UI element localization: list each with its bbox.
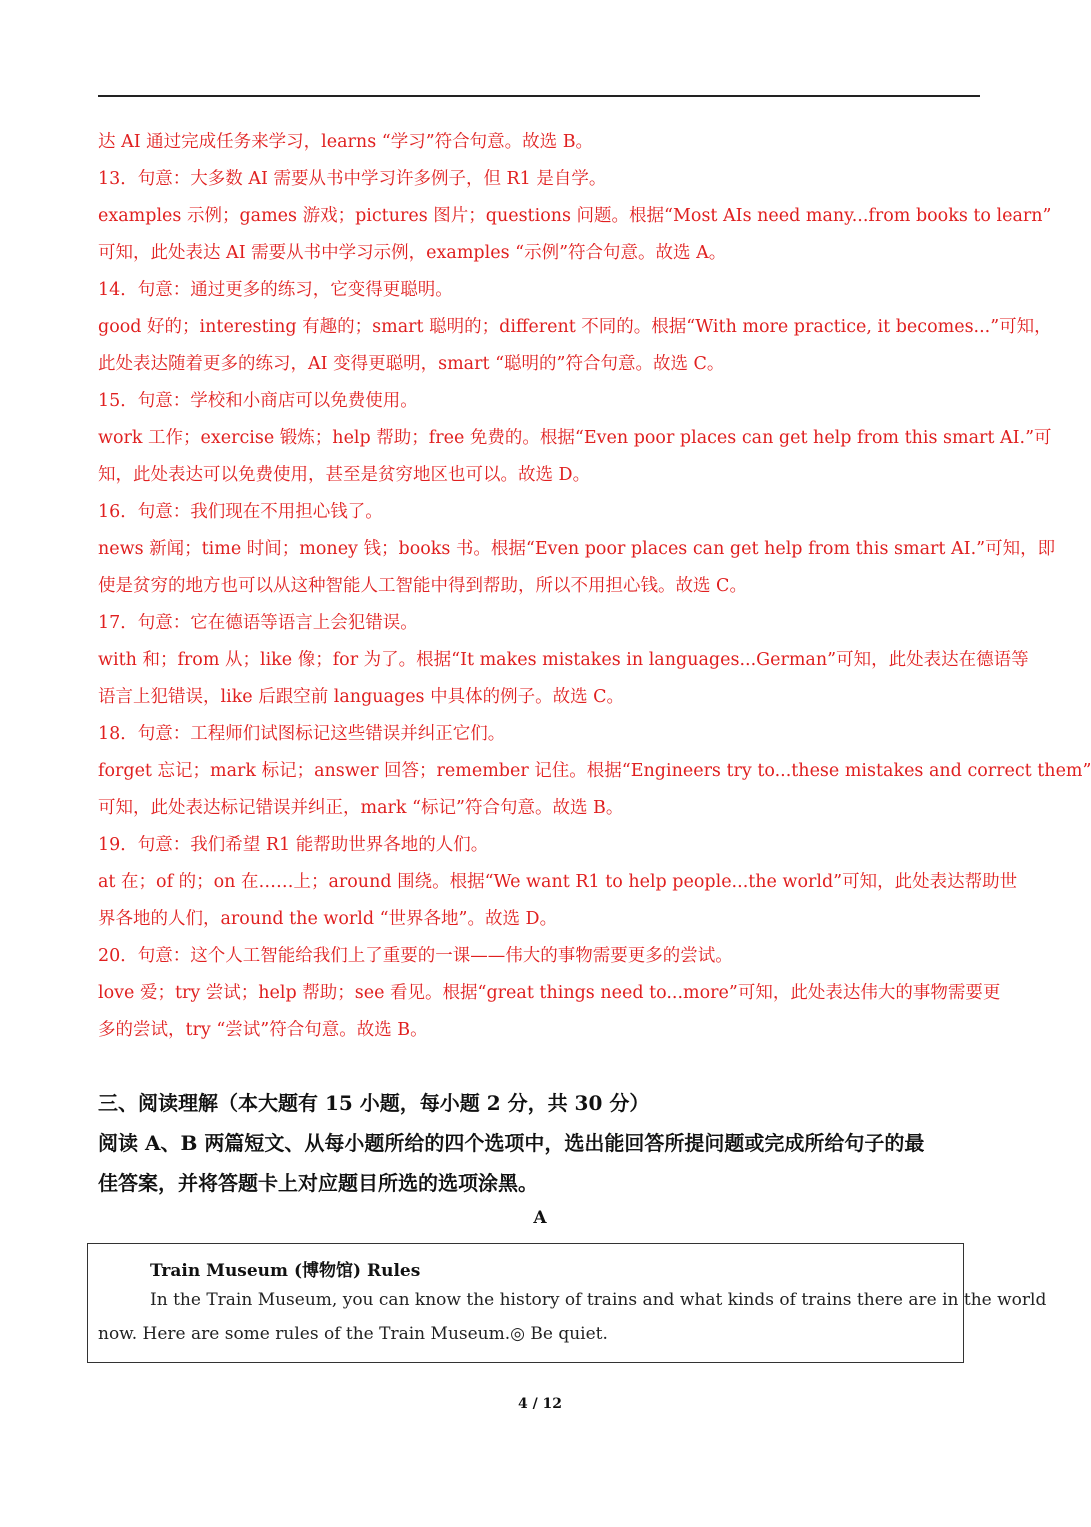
section-instruction-line-2: 佳答案，并将答题卡上对应题目所选的选项涂黑。 xyxy=(98,1171,538,1195)
explanation-line: 14．句意：通过更多的练习，它变得更聪明。 xyxy=(98,280,453,300)
explanation-line: 16．句意：我们现在不用担心钱了。 xyxy=(98,502,383,522)
explanation-line: 界各地的人们，around the world “世界各地”。故选 D。 xyxy=(98,909,558,929)
passage-box xyxy=(87,1243,1047,1363)
passage-label: A xyxy=(533,1208,547,1228)
explanation-line: 可知，此处表达 AI 需要从书中学习示例，examples “示例”符合句意。故选 A。 xyxy=(98,243,727,263)
explanation-line: 17．句意：它在德语等语言上会犯错误。 xyxy=(98,613,418,633)
page-number: 4 / 12 xyxy=(517,1396,563,1412)
explanation-line: forget 忘记；mark 标记；answer 回答；remember 记住。根据“Engineers try to...these mistakes and correct them” xyxy=(98,761,1091,781)
explanation-line: with 和；from 从；like 像；for 为了。根据“It makes mistakes in languages...German”可知，此处表达在德语等 xyxy=(98,650,1029,670)
explanation-line: 达 AI 通过完成任务来学习，learns “学习”符合句意。故选 B。 xyxy=(98,132,594,152)
explanation-line: 18．句意：工程师们试图标记这些错误并纠正它们。 xyxy=(98,724,506,744)
explanation-line: 此处表达随着更多的练习，AI 变得更聪明，smart “聪明的”符合句意。故选 C。 xyxy=(98,354,725,374)
explanation-line: 19．句意：我们希望 R1 能帮助世界各地的人们。 xyxy=(98,835,489,855)
section-heading: 三、阅读理解（本大题有 15 小题，每小题 2 分，共 30 分） xyxy=(98,1091,650,1115)
explanation-line: good 好的；interesting 有趣的；smart 聪明的；different 不同的。根据“With more practice, it becomes...”可知， xyxy=(98,317,1052,337)
passage-line-1: In the Train Museum, you can know the history of trains and what kinds of trains there are in the world xyxy=(150,1290,1047,1310)
explanation-line: 15．句意：学校和小商店可以免费使用。 xyxy=(98,391,418,411)
explanation-line: 使是贫穷的地方也可以从这种智能人工智能中得到帮助，所以不用担心钱。故选 C。 xyxy=(98,576,747,596)
explanation-line: 语言上犯错误，like 后跟空前 languages 中具体的例子。故选 C。 xyxy=(98,687,625,707)
explanation-line: 可知，此处表达标记错误并纠正，mark “标记”符合句意。故选 B。 xyxy=(98,798,624,818)
passage-title: Train Museum (博物馆) Rules xyxy=(150,1261,421,1281)
explanation-line: 知，此处表达可以免费使用，甚至是贫穷地区也可以。故选 D。 xyxy=(98,465,591,485)
explanation-line: at 在；of 的；on 在……上；around 围绕。根据“We want R1 to help people...the world”可知，此处表达帮助世 xyxy=(98,872,1018,892)
section-instruction-line-1: 阅读 A、B 两篇短文、从每小题所给的四个选项中，选出能回答所提问题或完成所给句子的最 xyxy=(98,1131,925,1155)
explanation-line: news 新闻；time 时间；money 钱；books 书。根据“Even poor places can get help from this smart AI.”可知，即 xyxy=(98,539,1056,559)
passage-line-2: now. Here are some rules of the Train Museum.◎ Be quiet. xyxy=(98,1324,608,1344)
reading-section xyxy=(98,1083,988,1203)
header-rule xyxy=(98,95,980,97)
explanation-line: love 爱；try 尝试；help 帮助；see 看见。根据“great things need to...more”可知，此处表达伟大的事物需要更 xyxy=(98,983,1001,1003)
explanation-line: 多的尝试，try “尝试”符合句意。故选 B。 xyxy=(98,1020,428,1040)
explanation-line: 20．句意：这个人工智能给我们上了重要的一课——伟大的事物需要更多的尝试。 xyxy=(98,946,733,966)
explanation-line: 13．句意：大多数 AI 需要从书中学习许多例子，但 R1 是自学。 xyxy=(98,169,607,189)
explanation-line: work 工作；exercise 锻炼；help 帮助；free 免费的。根据“Even poor places can get help from this smart AI.”可 xyxy=(98,428,1052,448)
explanation-line: examples 示例；games 游戏；pictures 图片；questions 问题。根据“Most AIs need many...from books to learn” xyxy=(98,206,1052,226)
answer-explanations xyxy=(98,124,1091,1049)
